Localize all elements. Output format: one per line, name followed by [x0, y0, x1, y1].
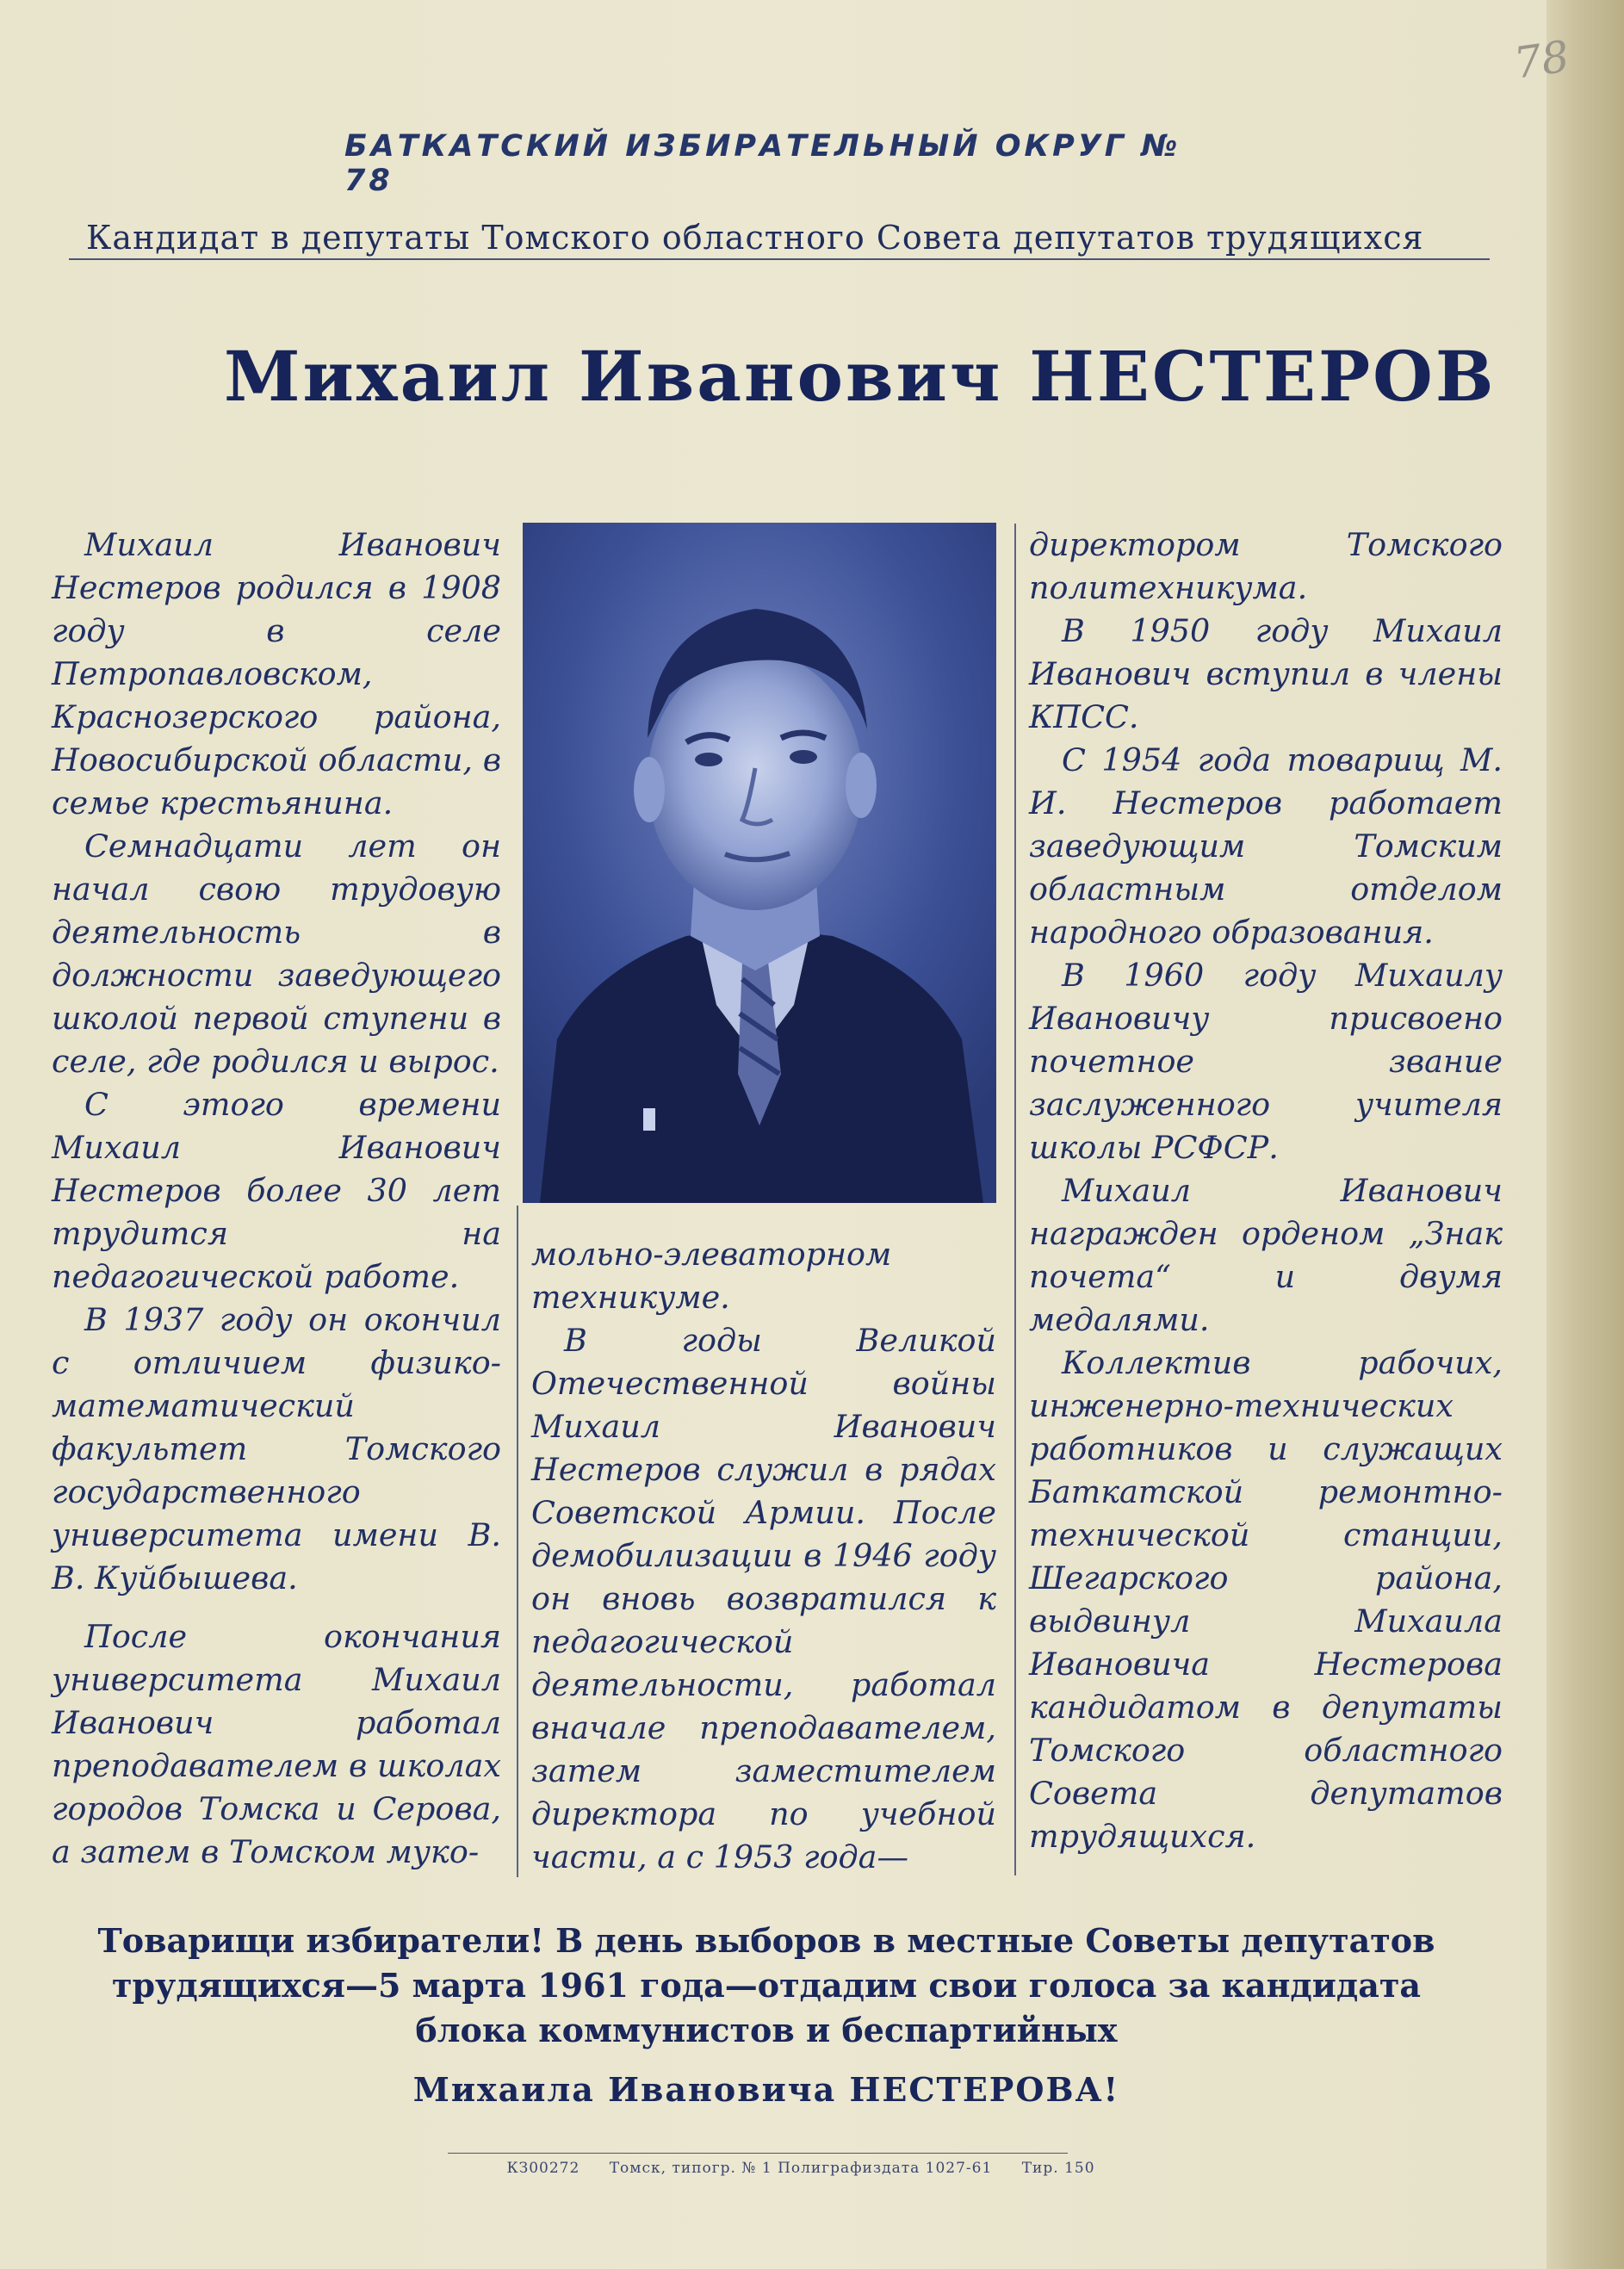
- biography-right-column: [1029, 524, 1503, 1858]
- biography-left-column: [52, 524, 501, 1874]
- column-divider-left: [517, 1206, 518, 1877]
- bio-paragraph: С этого времени Михаил Иванович Нестеров более 30 лет трудится на педагогической работе.: [52, 1086, 501, 1295]
- bio-paragraph: В 1937 году он окончил с отличием физико-математический факультет Томского государственного университета имени В. В. Куйбышева.: [52, 1301, 501, 1596]
- bio-paragraph: С 1954 года товарищ М. И. Нестеров работает заведующим Томским областным отделом народного образования.: [1029, 741, 1503, 951]
- bio-paragraph: В 1960 году Михаилу Ивановичу присвоено почетное звание заслуженного учителя школы РСФСР.: [1029, 957, 1503, 1166]
- bio-paragraph: директором Томского политехникума.: [1029, 526, 1503, 606]
- biography-middle-column: [531, 1233, 996, 1879]
- printer-imprint: [456, 2160, 1145, 2177]
- candidate-name: Михаил Иванович НЕСТЕРОВ: [224, 336, 1497, 417]
- appeal-line: трудящихся—5 марта 1961 года—отдадим свои голоса за кандидата: [111, 1966, 1422, 2005]
- bio-paragraph: Михаил Иванович награжден орденом „Знак почета“ и двумя медалями.: [1029, 1172, 1503, 1338]
- imprint-code: КЗ00272: [506, 2160, 580, 2177]
- bio-paragraph: Семнадцати лет он начал свою трудовую деятельность в должности заведующего школой первой ступени в селе, где родился и вырос.: [52, 828, 501, 1080]
- imprint-run: Тир. 150: [1021, 2160, 1095, 2177]
- appeal-candidate-name: Михаила Ивановича НЕСТЕРОВА!: [412, 2070, 1120, 2109]
- voter-appeal: [77, 1919, 1455, 2053]
- column-divider-right: [1014, 524, 1016, 1875]
- bio-paragraph: Коллектив рабочих, инженерно-технических работников и служащих Баткатской ремонтно-технической станции, Шегарского района, выдвинул Михаила Ивановича Нестерова кандидатом в депутаты Томского областного Совета депутатов трудящихся.: [1029, 1344, 1503, 1855]
- candidate-subtitle: Кандидат в депутаты Томского областного Совета депутатов трудящихся: [86, 219, 1424, 257]
- portrait-illustration: [523, 523, 996, 1203]
- handwritten-page-number: 78: [1510, 31, 1572, 89]
- header-rule: [69, 258, 1490, 260]
- bio-paragraph: После окончания университета Михаил Иванович работал преподавателем в школах городов Томска и Серова, а затем в Томском муко-: [52, 1618, 501, 1870]
- bio-paragraph: В годы Великой Отечественной войны Михаил Иванович Нестеров служил в рядах Советской Армии. После демобилизации в 1946 году он вновь возвратился к педагогической деятельности, работал вначале преподавателем, затем заместителем директора по учебной части, а с 1953 года—: [531, 1322, 996, 1875]
- district-heading: БАТКАТСКИЙ ИЗБИРАТЕЛЬНЫЙ ОКРУГ № 78: [344, 129, 1181, 198]
- bio-paragraph: мольно-элеваторном техникуме.: [531, 1236, 892, 1316]
- imprint-rule: [448, 2153, 1068, 2154]
- imprint-printer: Томск, типогр. № 1 Полиграфиздата 1027-61: [609, 2160, 993, 2177]
- bio-paragraph: В 1950 году Михаил Иванович вступил в члены КПСС.: [1029, 612, 1503, 735]
- appeal-line: блока коммунистов и беспартийных: [415, 2011, 1118, 2049]
- candidate-portrait: [523, 523, 996, 1203]
- appeal-line: Товарищи избиратели! В день выборов в местные Советы депутатов: [97, 1921, 1435, 1960]
- page-edge-shadow: [1547, 0, 1624, 2269]
- bio-paragraph: Михаил Иванович Нестеров родился в 1908 году в селе Петропавловском, Краснозерского района, Новосибирской области, в семье крестьянина.: [52, 526, 501, 821]
